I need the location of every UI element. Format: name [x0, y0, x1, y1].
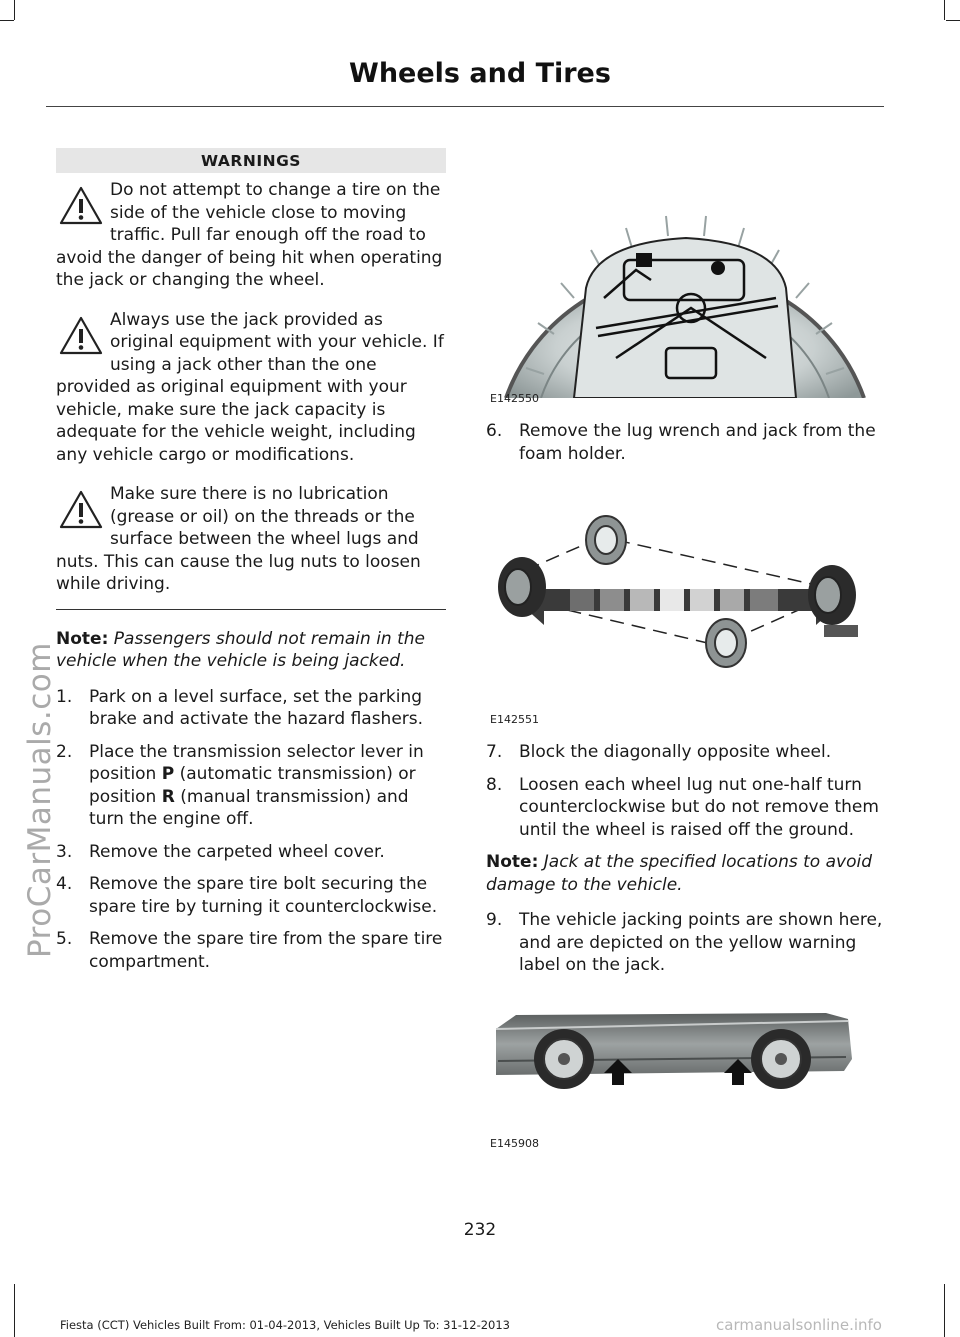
footer-vehicle-info: Fiesta (CCT) Vehicles Built From: 01-04-2013, Vehicles Built Up To: 31-12-2013 [60, 1318, 510, 1332]
figure-label: E145908 [490, 1136, 539, 1150]
step-number: 1. [56, 686, 73, 707]
gear-position-r: R [161, 786, 175, 807]
crop-mark [944, 1284, 945, 1337]
step-number: 9. [486, 910, 503, 930]
diagonal-wheel-illustration [486, 475, 884, 715]
warning-triangle-icon [58, 315, 104, 357]
step-number: 7. [486, 742, 503, 762]
step-number: 2. [56, 741, 73, 762]
note-text: Passengers should not remain in the vehicle when the vehicle is being jacked. [56, 628, 425, 671]
note-label: Note: [486, 852, 539, 872]
warnings-heading: WARNINGS [56, 148, 446, 173]
list-item [56, 741, 446, 831]
crop-mark [946, 20, 960, 21]
warning-text: Always use the jack provided as original equipment with your vehicle. If using a jack other than the one provided as original equipment with your vehicle, make sure the jack capacity is adequate for the vehicle weight, including any vehicle cargo or modifications. [56, 309, 444, 465]
gear-position-p: P [161, 764, 175, 784]
header-divider [46, 106, 884, 107]
step-text: Place the transmission selector lever in position [89, 741, 424, 784]
step-text: Remove the carpeted wheel cover. [89, 841, 385, 862]
steps-list-right-a [486, 420, 884, 465]
list-item [56, 686, 446, 731]
warning-text: Do not attempt to change a tire on the side of the vehicle close to moving traffic. Pull far enough off the road to avoid the danger of being hit when operating the jack or changing the wheel. [56, 180, 443, 290]
figure-jacking-points [486, 989, 884, 1159]
footer-watermark: carmanualsonline.info [716, 1316, 882, 1334]
steps-list-right-c [486, 909, 884, 977]
vehicle-jacking-points-illustration [486, 989, 884, 1139]
warning-triangle-icon [58, 489, 104, 531]
crop-mark [0, 20, 14, 21]
list-item [56, 928, 446, 973]
step-text: Block the diagonally opposite wheel. [519, 742, 832, 762]
figure-spare-tire [486, 148, 884, 410]
list-item [486, 741, 884, 764]
warning-text: Make sure there is no lubrication (grease or oil) on the threads or the surface between the wheel lugs and nuts. This can cause the lug nuts to loosen while driving. [56, 484, 421, 594]
list-item [486, 909, 884, 977]
step-text: The vehicle jacking points are shown here, and are depicted on the yellow warning label on the jack. [519, 910, 883, 975]
warning-item [56, 483, 446, 596]
note-label: Note: [56, 628, 109, 649]
step-text: (automatic transmission) or position [89, 764, 416, 807]
step-text: Loosen each wheel lug nut one-half turn counterclockwise but do not remove them until the wheel is raised off the ground. [519, 774, 879, 840]
crop-mark [14, 0, 15, 20]
list-item [486, 774, 884, 842]
page-title: Wheels and Tires [349, 58, 611, 89]
side-watermark: ProCarManuals.com [22, 642, 58, 958]
list-item [56, 873, 446, 918]
figure-label: E142550 [490, 392, 539, 405]
warning-triangle-icon [58, 185, 104, 227]
note-text: Jack at the specified locations to avoid damage to the vehicle. [486, 852, 872, 895]
step-number: 3. [56, 841, 73, 862]
right-column [486, 148, 884, 1159]
steps-list-left [56, 686, 446, 974]
rear-wheel [751, 1029, 811, 1089]
step-text: (manual transmission) and turn the engine off. [89, 786, 409, 829]
step-number: 8. [486, 774, 503, 795]
list-item [486, 420, 884, 465]
step-text: Park on a level surface, set the parking brake and activate the hazard flashers. [89, 686, 424, 729]
step-text: Remove the lug wrench and jack from the foam holder. [519, 421, 876, 464]
left-column [56, 148, 446, 983]
step-number: 6. [486, 421, 503, 441]
note-jacking [486, 851, 884, 896]
figure-label: E142551 [490, 713, 539, 726]
step-number: 5. [56, 929, 73, 949]
step-text: Remove the spare tire from the spare tire compartment. [89, 929, 443, 972]
wheel-front-left [498, 557, 546, 617]
note-passengers [56, 628, 446, 673]
warnings-divider [56, 609, 446, 610]
step-number: 4. [56, 874, 73, 894]
list-item [56, 841, 446, 864]
warning-item [56, 309, 446, 467]
crop-mark [14, 1284, 15, 1337]
figure-diagonal-wheels [486, 475, 884, 733]
spare-tire-illustration [486, 148, 884, 398]
warning-item [56, 179, 446, 292]
front-wheel [534, 1029, 594, 1089]
crop-mark [944, 0, 945, 20]
steps-list-right-b [486, 741, 884, 841]
step-text: Remove the spare tire bolt securing the spare tire by turning it counterclockwise. [89, 874, 438, 917]
page-number: 232 [463, 1220, 497, 1240]
